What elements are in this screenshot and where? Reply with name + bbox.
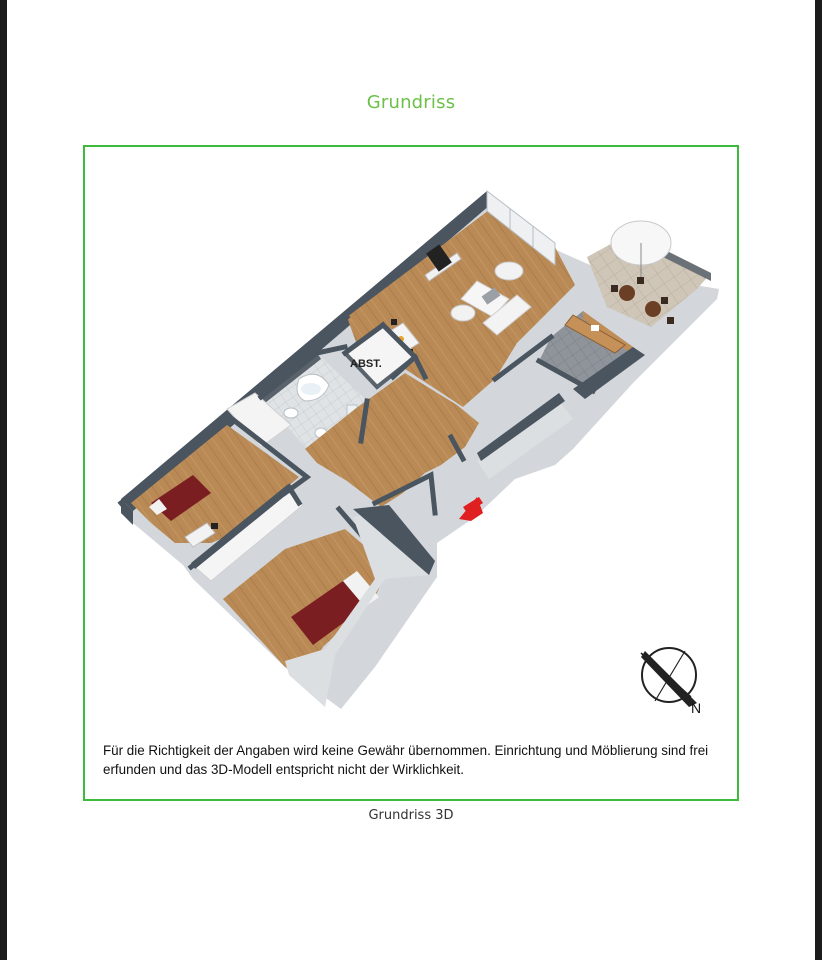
storage-room-label: ABST. xyxy=(350,358,382,370)
document-page xyxy=(7,0,815,960)
compass-north-label: N xyxy=(691,700,702,716)
floorplan-frame xyxy=(83,145,739,801)
compass-icon xyxy=(641,648,697,707)
disclaimer-text: Für die Richtigkeit der Angaben wird keine Gewähr übernommen. Einrichtung und Möblierung sind frei erfunden und das 3D-Modell entspricht nicht der Wirklichkeit. xyxy=(103,743,709,777)
floorplan-3d-image xyxy=(85,147,737,799)
section-heading: Grundriss xyxy=(366,92,456,113)
image-caption: Grundriss 3D xyxy=(368,808,454,823)
